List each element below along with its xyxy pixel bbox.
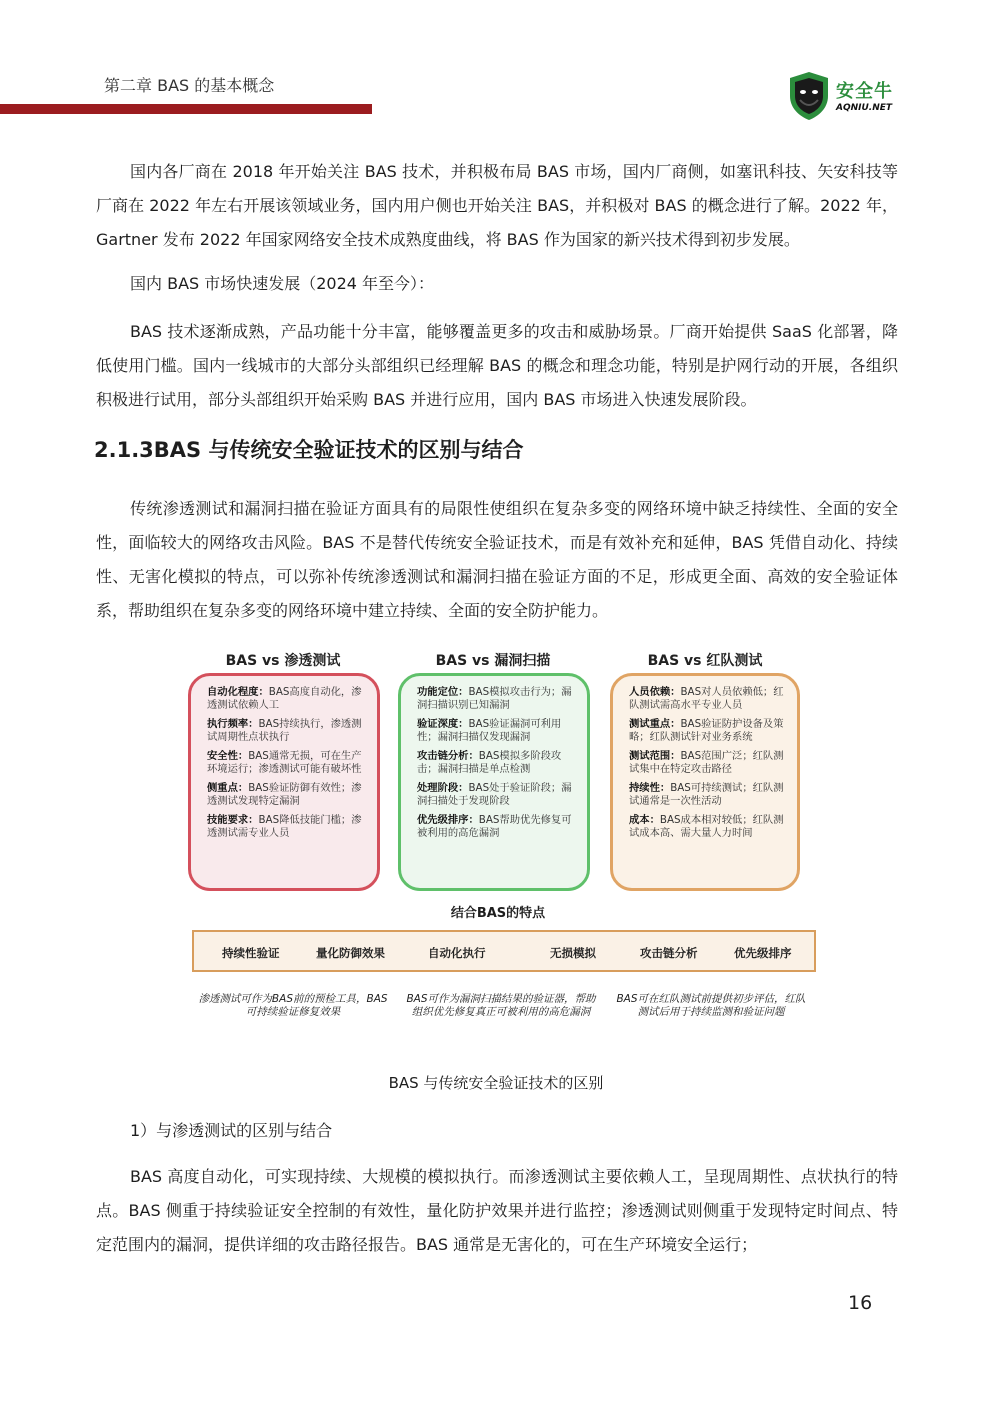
column-title: BAS vs 渗透测试 <box>225 653 341 669</box>
logo-subtext: AQNIU.NET <box>836 103 893 113</box>
comparison-item: 人员依赖：BAS对人员依赖低；红队测试需高水平专业人员 <box>629 686 784 711</box>
chapter-title: 第二章 BAS 的基本概念 <box>104 76 275 95</box>
comparison-item: 成本：BAS成本相对较低；红队测试成本高、需大量人力时间 <box>629 814 784 839</box>
header-accent-bar <box>0 104 372 114</box>
feature-label: 自动化执行 <box>428 946 486 960</box>
comparison-figure <box>184 645 824 1045</box>
logo-text: 安全牛 <box>836 81 893 102</box>
comparison-item: 安全性：BAS通常无损，可在生产环境运行；渗透测试可能有破坏性 <box>207 750 362 775</box>
section-heading: 2.1.3BAS 与传统安全验证技术的区别与结合 <box>94 438 524 462</box>
logo <box>786 70 906 122</box>
comparison-item: 功能定位：BAS模拟攻击行为；漏洞扫描识别已知漏洞 <box>417 686 572 711</box>
feature-label: 无损模拟 <box>550 946 596 960</box>
comparison-item: 测试范围：BAS范围广泛；红队测试集中在特定攻击路径 <box>629 750 784 775</box>
comparison-item: 测试重点：BAS验证防护设备及策略；红队测试针对业务系统 <box>629 718 784 743</box>
comparison-item: 优先级排序：BAS帮助优先修复可被利用的高危漏洞 <box>417 814 572 839</box>
figure-note: BAS可作为漏洞扫描结果的验证器，帮助组织优先修复真正可被利用的高危漏洞 <box>406 993 596 1018</box>
comparison-item: 验证深度：BAS验证漏洞可利用性；漏洞扫描仅发现漏洞 <box>417 718 562 743</box>
comparison-item: 技能要求：BAS降低技能门槛；渗透测试需专业人员 <box>207 814 362 839</box>
paragraph: 国内各厂商在 2018 年开始关注 BAS 技术，并积极布局 BAS 市场，国内厂商侧，如塞讯科技、矢安科技等厂商在 2022 年左右开展该领域业务，国内用户侧也开始关注 BAS，并积极对 BAS 的概念进行了解。2022 年，Gartner 发布 2022 年国家网络安全技术成熟度曲线，将 BAS 作为国家的新兴技术得到初步发展。 <box>96 162 898 249</box>
paragraph: 传统渗透测试和漏洞扫描在验证方面具有的局限性使组织在复杂多变的网络环境中缺乏持续性、全面的安全性，面临较大的网络攻击风险。BAS 不是替代传统安全验证技术，而是有效补充和延伸，BAS 凭借自动化、持续性、无害化模拟的特点，可以弥补传统渗透测试和漏洞扫描在验证方面的不足，形成更全面、高效的安全验证体系，帮助组织在复杂多变的网络环境中建立持续、全面的安全防护能力。 <box>96 499 898 620</box>
page-number: 16 <box>848 1292 873 1314</box>
feature-label: 优先级排序 <box>734 946 792 960</box>
column-title: BAS vs 红队测试 <box>647 653 763 669</box>
list-heading: 1）与渗透测试的区别与结合 <box>130 1121 333 1140</box>
figure-caption: BAS 与传统安全验证技术的区别 <box>388 1074 604 1092</box>
comparison-item: 攻击链分析：BAS模拟多阶段攻击；漏洞扫描是单点检测 <box>417 750 562 775</box>
red-team-comparison-box <box>610 673 800 891</box>
feature-label: 持续性验证 <box>222 946 280 960</box>
feature-label: 量化防御效果 <box>316 946 385 960</box>
figure-note: 渗透测试可作为BAS前的预检工具，BAS可持续验证修复效果 <box>198 993 388 1018</box>
comparison-item: 自动化程度：BAS高度自动化，渗透测试依赖人工 <box>207 686 362 711</box>
features-bar <box>192 930 816 972</box>
figure-note: BAS可在红队测试前提供初步评估，红队测试后用于持续监测和验证问题 <box>616 993 806 1018</box>
comparison-item: 持续性：BAS可持续测试；红队测试通常是一次性活动 <box>629 782 784 807</box>
vuln-scan-comparison-box <box>398 673 590 891</box>
comparison-item: 侧重点：BAS验证防御有效性；渗透测试发现特定漏洞 <box>207 782 362 807</box>
paragraph: BAS 高度自动化，可实现持续、大规模的模拟执行。而渗透测试主要依赖人工，呈现周期性、点状执行的特点。BAS 侧重于持续验证安全控制的有效性，量化防护效果并进行监控；渗透测试则侧重于发现特定时间点、特定范围内的漏洞，提供详细的攻击路径报告。BAS 通常是无害化的，可在生产环境安全运行； <box>96 1167 898 1254</box>
pentest-comparison-box <box>188 673 380 891</box>
paragraph: 国内 BAS 市场快速发展（2024 年至今）： <box>130 274 435 293</box>
comparison-item: 执行频率：BAS持续执行，渗透测试周期性点状执行 <box>207 718 362 743</box>
paragraph: BAS 技术逐渐成熟，产品功能十分丰富，能够覆盖更多的攻击和威胁场景。厂商开始提供 SaaS 化部署，降低使用门槛。国内一线城市的大部分头部组织已经理解 BAS 的概念和理念功能，特别是护网行动的开展，各组织积极进行试用，部分头部组织开始采购 BAS 并进行应用，国内 BAS 市场进入快速发展阶段。 <box>96 322 898 409</box>
features-title: 结合BAS的特点 <box>450 906 546 921</box>
column-title: BAS vs 漏洞扫描 <box>435 653 551 669</box>
comparison-item: 处理阶段：BAS处于验证阶段；漏洞扫描处于发现阶段 <box>417 782 572 807</box>
shield-logo-icon <box>786 70 832 122</box>
feature-label: 攻击链分析 <box>640 946 698 960</box>
